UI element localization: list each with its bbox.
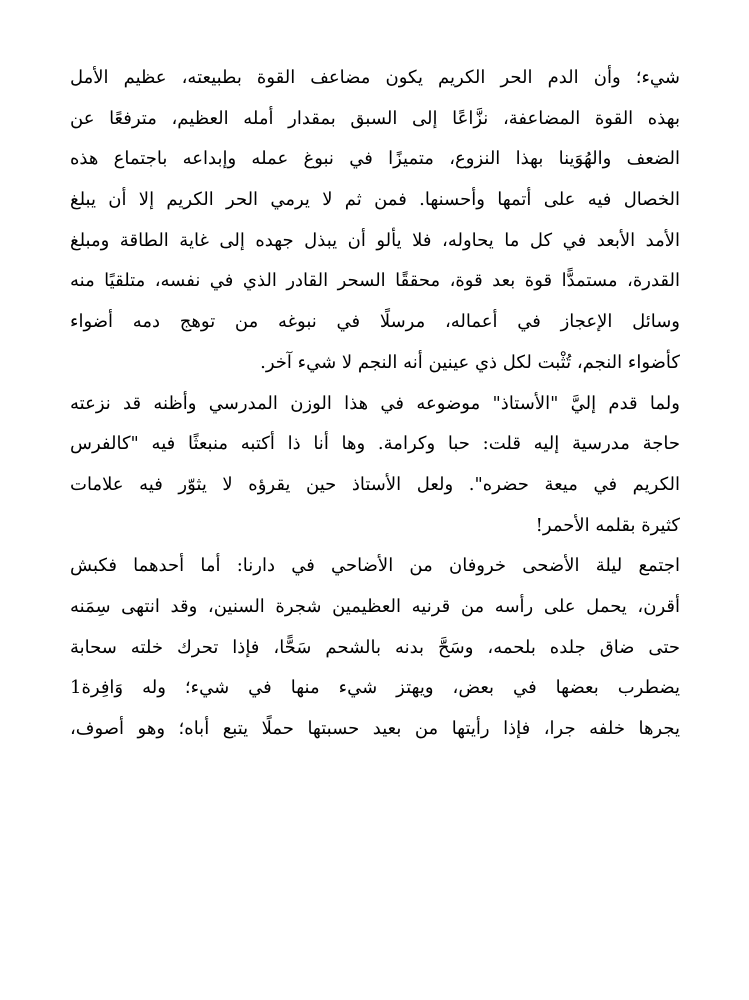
text-line: القدرة، مستمدًّا قوة بعد قوة، محققًا السحر القادر الذي في نفسه، متلقيًا منه bbox=[70, 270, 680, 292]
text-line: حتى ضاق جلده بلحمه، وسَحَّ بدنه بالشحم سَحًّا، فإذا تحرك خلته سحابة bbox=[70, 636, 680, 658]
text-line: أقرن، يحمل على رأسه من قرنيه العظيمين شجرة السنين، وقد انتهى سِمَنه bbox=[70, 595, 680, 617]
text-line: بهذه القوة المضاعفة، نزَّاعًا إلى السبق بمقدار أمله العظيم، مترفعًا عن bbox=[70, 107, 680, 129]
text-line: وسائل الإعجاز في أعماله، مرسلًا في نبوغه من توهج دمه أضواء bbox=[70, 311, 680, 333]
text-line: ولما قدم إليَّ "الأستاذ" موضوعه في هذا الوزن المدرسي وأظنه قد نزعته bbox=[70, 392, 680, 414]
text-line: الأمد الأبعد في كل ما يحاوله، فلا يألو أن يبذل جهده إلى غاية الطاقة ومبلغ bbox=[70, 229, 680, 251]
text-line: شيء؛ وأن الدم الحر الكريم يكون مضاعف القوة بطبيعته، عظيم الأمل bbox=[70, 67, 680, 88]
text-line: يجرها خلفه جرا، فإذا رأيتها من بعيد حسبتها حملًا يتبع أباه؛ وهو أصوف، bbox=[70, 718, 680, 739]
text-line: حاجة مدرسية إليه قلت: حبا وكرامة. وها أنا ذا أكتبه منبعثًا فيه "كالفرس bbox=[70, 433, 680, 455]
text-line-last: كثيرة بقلمه الأحمر! bbox=[535, 514, 680, 536]
text-line: اجتمع ليلة الأضحى خروفان من الأضاحي في دارنا: أما أحدهما فكبش bbox=[70, 555, 680, 577]
text-line: الخصال فيه على أتمها وأحسنها. فمن ثم لا يرمي الحر الكريم إلا أن يبلغ bbox=[70, 189, 680, 211]
text-line: الكريم في ميعة حضره". ولعل الأستاذ حين يقرؤه لا يثوّر فيه علامات bbox=[70, 473, 680, 495]
text-line: الضعف والهُوَينا بهذا النزوع، متميزًا في نبوغ عمله وإبداعه باجتماع هذه bbox=[70, 148, 680, 170]
text-line: يضطرب بعضها في بعض، ويهتز شيء منها في شيء؛ وله وَافِرة1 bbox=[70, 677, 680, 699]
text-line-last: كأضواء النجم، تُثْبت لكل ذي عينين أنه النجم لا شيء آخر. bbox=[260, 351, 680, 373]
document-page bbox=[70, 58, 680, 750]
